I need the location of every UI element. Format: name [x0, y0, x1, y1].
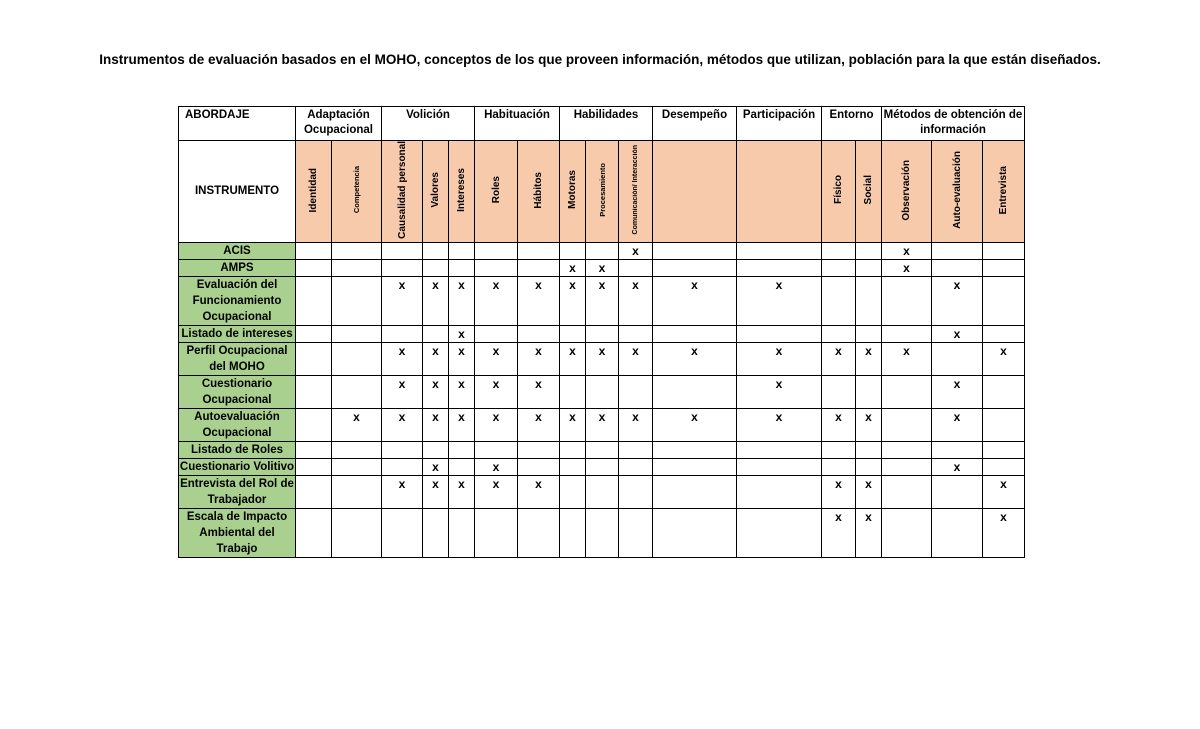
subheader-cell — [983, 141, 1025, 243]
mark-cell: x — [560, 342, 586, 375]
subheader-cell — [653, 141, 737, 243]
mark-cell: x — [423, 458, 449, 475]
mark-cell: x — [822, 408, 856, 441]
subheader-label: Identidad — [308, 167, 319, 213]
group-header: Adaptación Ocupacional — [296, 107, 382, 141]
subheader-cell — [423, 141, 449, 243]
mark-cell — [449, 458, 475, 475]
mark-cell: x — [475, 375, 518, 408]
mark-cell — [983, 408, 1025, 441]
mark-cell — [653, 325, 737, 342]
subheader-label: Intereses — [456, 167, 467, 212]
mark-cell — [586, 242, 619, 259]
mark-cell: x — [423, 408, 449, 441]
mark-cell: x — [586, 342, 619, 375]
mark-cell — [296, 458, 332, 475]
subheader-cell — [856, 141, 882, 243]
instrument-name: Cuestionario Ocupacional — [179, 375, 296, 408]
mark-cell — [296, 342, 332, 375]
instrument-name: Cuestionario Volitivo — [179, 458, 296, 475]
subheader-label: Observación — [901, 159, 912, 221]
mark-cell — [332, 342, 382, 375]
mark-cell — [332, 458, 382, 475]
mark-cell — [983, 259, 1025, 276]
mark-cell — [619, 441, 653, 458]
mark-cell — [856, 375, 882, 408]
mark-cell: x — [423, 375, 449, 408]
mark-cell: x — [737, 342, 822, 375]
mark-cell — [983, 441, 1025, 458]
mark-cell — [619, 508, 653, 557]
instrumento-header: INSTRUMENTO — [179, 141, 296, 243]
mark-cell: x — [382, 408, 423, 441]
subheader-cell — [882, 141, 932, 243]
mark-cell — [296, 475, 332, 508]
mark-cell: x — [518, 408, 560, 441]
mark-cell — [983, 375, 1025, 408]
mark-cell — [737, 458, 822, 475]
mark-cell — [619, 375, 653, 408]
mark-cell — [932, 259, 983, 276]
subheader-cell — [475, 141, 518, 243]
mark-cell — [449, 242, 475, 259]
mark-cell — [882, 475, 932, 508]
mark-cell — [882, 325, 932, 342]
subheader-cell — [586, 141, 619, 243]
mark-cell — [822, 276, 856, 325]
mark-cell — [518, 458, 560, 475]
mark-cell: x — [983, 342, 1025, 375]
mark-cell — [882, 276, 932, 325]
mark-cell — [932, 242, 983, 259]
mark-cell: x — [653, 408, 737, 441]
subheader-label: Roles — [490, 176, 502, 204]
mark-cell: x — [560, 276, 586, 325]
mark-cell — [518, 508, 560, 557]
mark-cell — [983, 325, 1025, 342]
mark-cell: x — [932, 408, 983, 441]
mark-cell — [822, 325, 856, 342]
mark-cell: x — [518, 475, 560, 508]
mark-cell — [882, 441, 932, 458]
mark-cell — [296, 325, 332, 342]
mark-cell — [932, 475, 983, 508]
mark-cell: x — [653, 276, 737, 325]
mark-cell — [332, 375, 382, 408]
mark-cell — [332, 325, 382, 342]
subheader-label: Motoras — [567, 170, 578, 210]
mark-cell — [856, 441, 882, 458]
subheader-cell — [560, 141, 586, 243]
mark-cell: x — [382, 342, 423, 375]
mark-cell — [619, 259, 653, 276]
mark-cell — [822, 242, 856, 259]
table-row — [179, 342, 1025, 375]
table-row — [179, 325, 1025, 342]
subheader-label: Procesamiento — [597, 163, 607, 217]
mark-cell — [586, 441, 619, 458]
mark-cell — [560, 458, 586, 475]
mark-cell — [560, 441, 586, 458]
subheader-label: Social — [863, 175, 874, 205]
mark-cell — [882, 375, 932, 408]
mark-cell — [423, 441, 449, 458]
group-header: Volición — [382, 107, 475, 141]
subheader-label: Comunicación/ Interacción — [631, 145, 639, 235]
mark-cell — [653, 475, 737, 508]
mark-cell — [932, 508, 983, 557]
mark-cell: x — [475, 458, 518, 475]
mark-cell — [983, 458, 1025, 475]
group-header: Habituación — [475, 107, 560, 141]
mark-cell — [475, 325, 518, 342]
group-header: Participación — [737, 107, 822, 141]
mark-cell: x — [518, 375, 560, 408]
group-header: Métodos de obtención de información — [882, 107, 1025, 141]
table-row — [179, 508, 1025, 557]
mark-cell — [653, 375, 737, 408]
mark-cell — [822, 441, 856, 458]
instrument-name: Entrevista del Rol de Trabajador — [179, 475, 296, 508]
mark-cell — [882, 458, 932, 475]
mark-cell: x — [423, 475, 449, 508]
mark-cell — [586, 475, 619, 508]
mark-cell: x — [475, 276, 518, 325]
moho-instruments-table — [178, 106, 1025, 558]
table-row — [179, 458, 1025, 475]
mark-cell — [983, 242, 1025, 259]
mark-cell — [382, 508, 423, 557]
mark-cell: x — [856, 475, 882, 508]
abordaje-header: ABORDAJE — [179, 107, 296, 141]
subheader-label: Auto-evaluación — [951, 151, 963, 229]
mark-cell — [332, 276, 382, 325]
mark-cell — [560, 508, 586, 557]
mark-cell — [619, 325, 653, 342]
instrument-name: AMPS — [179, 259, 296, 276]
subheader-label: Valores — [430, 172, 441, 208]
mark-cell — [382, 325, 423, 342]
table-row — [179, 375, 1025, 408]
mark-cell — [932, 342, 983, 375]
mark-cell: x — [932, 276, 983, 325]
mark-cell: x — [475, 408, 518, 441]
mark-cell — [518, 242, 560, 259]
subheader-cell — [737, 141, 822, 243]
mark-cell — [983, 276, 1025, 325]
mark-cell — [518, 259, 560, 276]
mark-cell — [737, 441, 822, 458]
mark-cell — [296, 276, 332, 325]
subheader-label: Competencia — [352, 166, 361, 214]
mark-cell: x — [423, 276, 449, 325]
subheader-cell — [332, 141, 382, 243]
mark-cell: x — [619, 408, 653, 441]
mark-cell — [449, 259, 475, 276]
mark-cell — [332, 259, 382, 276]
mark-cell — [475, 441, 518, 458]
mark-cell — [449, 441, 475, 458]
mark-cell — [332, 508, 382, 557]
mark-cell — [423, 259, 449, 276]
mark-cell — [332, 475, 382, 508]
mark-cell: x — [822, 508, 856, 557]
mark-cell — [856, 458, 882, 475]
mark-cell — [586, 325, 619, 342]
instrument-name: Listado de intereses — [179, 325, 296, 342]
mark-cell — [332, 242, 382, 259]
mark-cell — [737, 508, 822, 557]
document-title: Instrumentos de evaluación basados en el MOHO, conceptos de los que proveen información, métodos que utilizan, población para la que están diseñados. — [99, 52, 1101, 67]
mark-cell: x — [822, 475, 856, 508]
mark-cell: x — [737, 276, 822, 325]
mark-cell: x — [932, 458, 983, 475]
mark-cell — [560, 242, 586, 259]
mark-cell: x — [332, 408, 382, 441]
mark-cell: x — [932, 325, 983, 342]
mark-cell — [332, 441, 382, 458]
mark-cell: x — [518, 342, 560, 375]
mark-cell — [423, 325, 449, 342]
mark-cell — [822, 375, 856, 408]
mark-cell: x — [449, 276, 475, 325]
mark-cell — [653, 242, 737, 259]
mark-cell: x — [932, 375, 983, 408]
mark-cell: x — [560, 408, 586, 441]
mark-cell — [296, 259, 332, 276]
mark-cell — [296, 508, 332, 557]
instrument-name: Perfil Ocupacional del MOHO — [179, 342, 296, 375]
mark-cell — [475, 242, 518, 259]
mark-cell — [653, 259, 737, 276]
mark-cell: x — [449, 408, 475, 441]
mark-cell: x — [518, 276, 560, 325]
mark-cell — [382, 441, 423, 458]
mark-cell — [518, 441, 560, 458]
mark-cell — [737, 475, 822, 508]
mark-cell — [822, 458, 856, 475]
mark-cell — [882, 408, 932, 441]
mark-cell — [475, 508, 518, 557]
mark-cell — [882, 508, 932, 557]
mark-cell — [737, 325, 822, 342]
mark-cell — [737, 259, 822, 276]
mark-cell — [653, 441, 737, 458]
mark-cell: x — [586, 408, 619, 441]
mark-cell: x — [619, 276, 653, 325]
mark-cell — [296, 408, 332, 441]
mark-cell — [382, 259, 423, 276]
mark-cell: x — [382, 276, 423, 325]
instrument-name: Autoevaluación Ocupacional — [179, 408, 296, 441]
mark-cell — [475, 259, 518, 276]
mark-cell: x — [653, 342, 737, 375]
subheader-label: Causalidad personal — [396, 141, 408, 239]
mark-cell — [586, 458, 619, 475]
mark-cell — [560, 375, 586, 408]
mark-cell — [822, 259, 856, 276]
mark-cell: x — [983, 508, 1025, 557]
subheader-cell — [822, 141, 856, 243]
mark-cell: x — [737, 375, 822, 408]
table-row — [179, 441, 1025, 458]
mark-cell: x — [856, 342, 882, 375]
mark-cell — [737, 242, 822, 259]
mark-cell: x — [586, 259, 619, 276]
subheader-label: Entrevista — [998, 165, 1009, 215]
mark-cell: x — [449, 342, 475, 375]
table-row — [179, 408, 1025, 441]
mark-cell — [382, 458, 423, 475]
mark-cell: x — [619, 342, 653, 375]
mark-cell — [560, 325, 586, 342]
mark-cell — [518, 325, 560, 342]
subheader-cell — [296, 141, 332, 243]
mark-cell: x — [475, 342, 518, 375]
mark-cell: x — [619, 242, 653, 259]
mark-cell: x — [882, 342, 932, 375]
mark-cell: x — [822, 342, 856, 375]
instrument-name: Listado de Roles — [179, 441, 296, 458]
mark-cell — [653, 508, 737, 557]
mark-cell: x — [449, 325, 475, 342]
mark-cell: x — [856, 408, 882, 441]
instrument-name: Evaluación del Funcionamiento Ocupacional — [179, 276, 296, 325]
group-header: Habilidades — [560, 107, 653, 141]
mark-cell: x — [586, 276, 619, 325]
mark-cell — [856, 242, 882, 259]
mark-cell: x — [449, 475, 475, 508]
mark-cell: x — [560, 259, 586, 276]
mark-cell — [296, 375, 332, 408]
instrument-name: Escala de Impacto Ambiental del Trabajo — [179, 508, 296, 557]
mark-cell — [423, 242, 449, 259]
mark-cell — [382, 242, 423, 259]
mark-cell — [449, 508, 475, 557]
mark-cell — [856, 276, 882, 325]
mark-cell — [932, 441, 983, 458]
mark-cell: x — [737, 408, 822, 441]
subheader-cell — [449, 141, 475, 243]
mark-cell — [296, 242, 332, 259]
mark-cell — [296, 441, 332, 458]
table-row — [179, 475, 1025, 508]
mark-cell: x — [882, 242, 932, 259]
group-header: Desempeño — [653, 107, 737, 141]
mark-cell: x — [423, 342, 449, 375]
mark-cell — [619, 458, 653, 475]
mark-cell — [586, 375, 619, 408]
mark-cell — [560, 475, 586, 508]
group-header: Entorno — [822, 107, 882, 141]
mark-cell — [423, 508, 449, 557]
mark-cell — [856, 259, 882, 276]
subheader-cell — [382, 141, 423, 243]
table-row — [179, 242, 1025, 259]
mark-cell — [653, 458, 737, 475]
mark-cell: x — [882, 259, 932, 276]
subheader-label: Hábitos — [533, 171, 544, 209]
mark-cell: x — [983, 475, 1025, 508]
table-row — [179, 276, 1025, 325]
mark-cell: x — [382, 375, 423, 408]
mark-cell — [619, 475, 653, 508]
subheader-label: Físico — [833, 175, 844, 205]
mark-cell: x — [382, 475, 423, 508]
instrument-name: ACIS — [179, 242, 296, 259]
subheader-cell — [932, 141, 983, 243]
mark-cell — [856, 325, 882, 342]
subheader-cell — [619, 141, 653, 243]
table-row — [179, 259, 1025, 276]
subheader-cell — [518, 141, 560, 243]
mark-cell: x — [475, 475, 518, 508]
mark-cell — [586, 508, 619, 557]
mark-cell: x — [856, 508, 882, 557]
mark-cell: x — [449, 375, 475, 408]
